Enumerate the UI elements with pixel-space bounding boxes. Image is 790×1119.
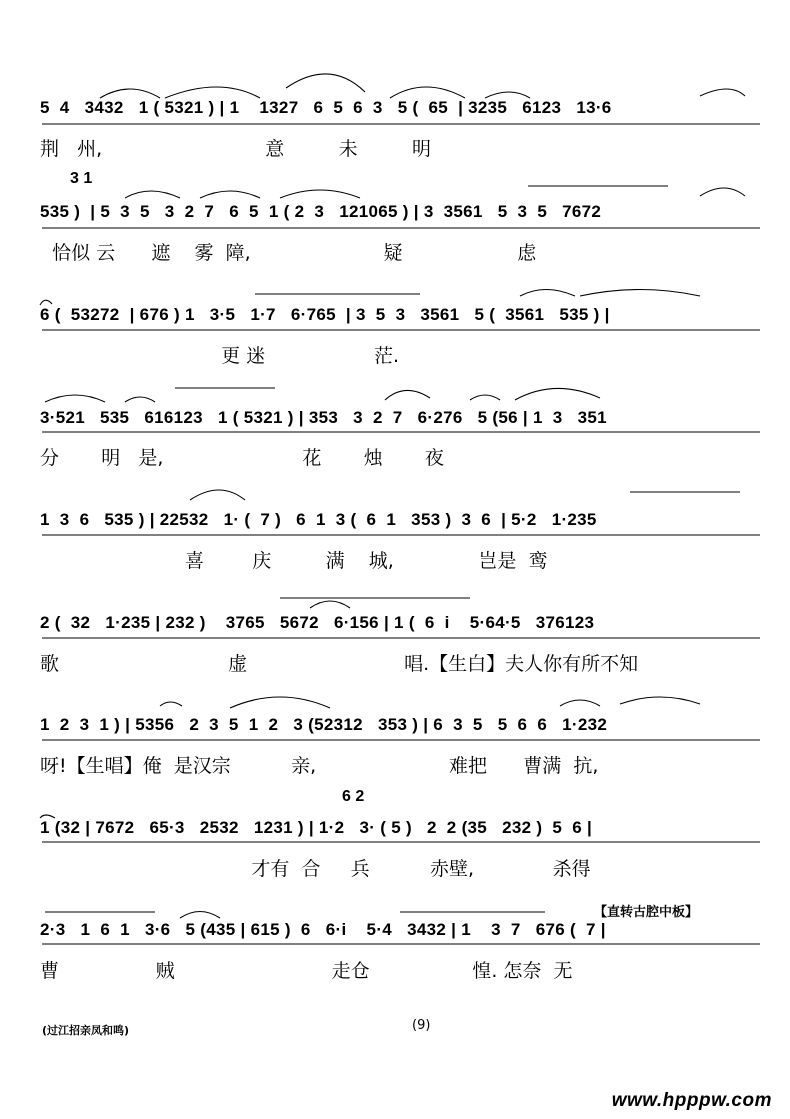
lyric-line: 才有 合 兵 赤壁, 杀得 xyxy=(40,858,591,880)
lyric-line: 恰似 云 遮 雾 障, 疑 虑 xyxy=(40,242,537,264)
lyric-line: 喜 庆 满 城, 岂是 鸾 xyxy=(40,550,548,572)
lyric-line: 呀!【生唱】俺 是汉宗 亲, 难把 曹满 抗, xyxy=(40,755,599,777)
notation-line: 1 2 3 1 ) | 5356 2 3 5 1 2 3 (52312 353 ) | 6 3 5 5 6 6 1·232 xyxy=(40,715,608,734)
notation-line: 3·521 535 616123 1 ( 5321 ) | 353 3 2 7 6·276 5 (56 | 1 3 351 xyxy=(40,408,607,427)
upper-notes: 6 2 xyxy=(342,788,365,805)
notation-line: 6 ( 53272 | 676 ) 1 3·5 1·7 6·765 | 3 5 3 3561 5 ( 3561 535 ) | xyxy=(40,305,610,324)
notation-line: 5 4 3432 1 ( 5321 ) | 1 1327 6 5 6 3 5 ( 65 | 3235 6123 13·6 xyxy=(40,98,612,117)
notation-line: 2 ( 32 1·235 | 232 ) 3765 5672 6·156 | 1 ( 6 i 5·64·5 376123 xyxy=(40,613,595,632)
lyric-line: 分 明 是, 花 烛 夜 xyxy=(40,447,444,469)
lyric-line: 荆 州, 意 未 明 xyxy=(40,138,431,160)
watermark: www.hpppw.com xyxy=(611,1090,772,1111)
notation-line: 535 ) | 5 3 5 3 2 7 6 5 1 ( 2 3 121065 ) | 3 3561 5 3 5 7672 xyxy=(40,202,602,221)
lyric-line: 曹 贼 走仓 惶. 怎奈 无 xyxy=(40,960,573,982)
lyric-line: 歌 虚 唱.【生白】夫人你有所不知 xyxy=(40,653,639,675)
song-title-footer: (过江招亲凤和鸣) xyxy=(42,1024,130,1037)
tempo-mark: 【直转古腔中板】 xyxy=(594,905,699,920)
page-number: (9) xyxy=(412,1018,431,1033)
notation-line: 1 (32 | 7672 65·3 2532 1231 ) | 1·2 3· ( 5 ) 2 2 (35 232 ) 5 6 | xyxy=(40,818,593,837)
notation-line: 1 3 6 535 ) | 22532 1· ( 7 ) 6 1 3 ( 6 1 353 ) 3 6 | 5·2 1·235 xyxy=(40,510,597,529)
notation-line: 2·3 1 6 1 3·6 5 (435 | 615 ) 6 6·i 5·4 3432 | 1 3 7 676 ( 7 | xyxy=(40,920,606,939)
lyric-line: 更 迷 茫. xyxy=(40,345,399,367)
upper-notes: 3 1 xyxy=(70,170,93,187)
